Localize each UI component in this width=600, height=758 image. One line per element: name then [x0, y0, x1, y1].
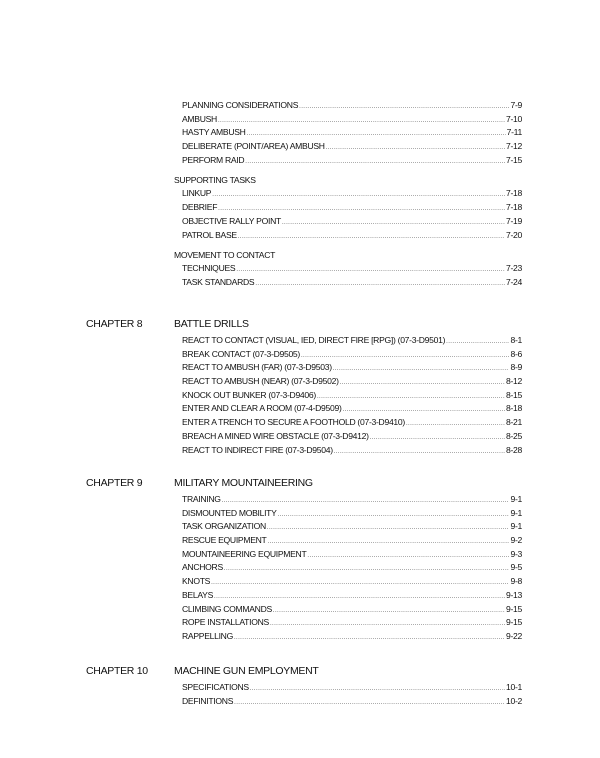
entry-page-number: 9-5: [510, 562, 522, 573]
entry-label: REACT TO CONTACT (VISUAL, IED, DIRECT FIRE [RPG]) (07-3-D9501): [182, 335, 446, 345]
toc-entry[interactable]: [182, 416, 522, 430]
entry-page-number: 7-24: [505, 276, 522, 287]
toc-entry[interactable]: [182, 507, 522, 521]
chapter-heading: [86, 477, 522, 493]
chapter-title: MACHINE GUN EMPLOYMENT: [174, 665, 319, 677]
dot-leader: [270, 618, 505, 632]
entry-label: PATROL BASE: [182, 229, 237, 240]
entry-label: REACT TO AMBUSH (NEAR) (07-3-D9502): [182, 376, 339, 387]
dot-leader: [234, 632, 505, 646]
entry-label: OBJECTIVE RALLY POINT: [182, 215, 281, 226]
entry-label: DISMOUNTED MOBILITY: [182, 507, 277, 518]
dot-leader: [334, 446, 505, 460]
entry-page-number: 8-15: [505, 389, 522, 400]
toc-entry[interactable]: [182, 630, 522, 644]
entry-label: PLANNING CONSIDERATIONS: [182, 100, 299, 110]
toc-entry[interactable]: [182, 603, 522, 617]
entry-page-number: 7-20: [505, 229, 522, 240]
entry-label: TASK STANDARDS: [182, 276, 255, 287]
toc-section: [86, 477, 522, 644]
dot-leader: [446, 336, 509, 350]
toc-entry[interactable]: [182, 229, 522, 243]
entry-page-number: 7-15: [505, 154, 522, 165]
toc-entry[interactable]: [182, 548, 522, 562]
entry-page-number: 7-12: [505, 141, 522, 152]
entry-page-number: 7-11: [506, 127, 522, 138]
entry-page-number: 9-2: [510, 535, 522, 546]
toc-section: [86, 318, 522, 457]
entry-label: MOUNTAINEERING EQUIPMENT: [182, 548, 307, 559]
entry-label: BREAK CONTACT (07-3-D9505): [182, 348, 300, 359]
entry-label: RESCUE EQUIPMENT: [182, 535, 267, 546]
dot-leader: [333, 363, 510, 377]
chapter-number: CHAPTER 10: [86, 665, 148, 677]
toc-entry[interactable]: [182, 534, 522, 548]
dot-leader: [236, 264, 505, 278]
entry-page-number: 9-13: [505, 589, 522, 600]
subsection-heading: SUPPORTING TASKS: [174, 175, 256, 186]
dot-leader: [406, 418, 505, 432]
toc-entry[interactable]: [182, 561, 522, 575]
entry-label: AMBUSH: [182, 113, 217, 124]
entry-page-number: 8-18: [505, 403, 522, 414]
toc-entry[interactable]: [182, 215, 522, 229]
entry-label: BELAYS: [182, 589, 214, 600]
entry-label: DEFINITIONS: [182, 695, 234, 706]
entry-label: CLIMBING COMMANDS: [182, 603, 272, 614]
toc-entry[interactable]: [182, 334, 522, 348]
entry-page-number: 8-25: [505, 430, 522, 441]
toc-entry[interactable]: [182, 444, 522, 458]
dot-leader: [224, 563, 510, 577]
entry-label: KNOTS: [182, 576, 211, 587]
entry-label: HASTY AMBUSH: [182, 127, 246, 138]
entry-page-number: 9-22: [505, 630, 522, 641]
entry-page-number: 7-23: [505, 263, 522, 274]
toc-entry[interactable]: [182, 187, 522, 201]
dot-leader: [370, 432, 505, 446]
entry-page-number: 8-6: [510, 348, 522, 359]
entry-page-number: 10-1: [505, 682, 522, 692]
entry-label: ENTER A TRENCH TO SECURE A FOOTHOLD (07-3-D9410): [182, 417, 405, 428]
dot-leader: [301, 350, 510, 364]
toc-entry[interactable]: [182, 154, 522, 168]
entry-label: TECHNIQUES: [182, 263, 236, 274]
toc-entry[interactable]: [182, 276, 522, 290]
entry-label: TRAINING: [182, 494, 221, 504]
toc-entry[interactable]: [182, 616, 522, 630]
dot-leader: [255, 278, 505, 292]
dot-leader: [250, 683, 505, 697]
entry-page-number: 7-18: [505, 188, 522, 199]
toc-entry[interactable]: [182, 520, 522, 534]
toc-entry[interactable]: [182, 589, 522, 603]
toc-entry[interactable]: [182, 402, 522, 416]
entry-label: REACT TO INDIRECT FIRE (07-3-D9504): [182, 444, 333, 455]
entry-label: ROPE INSTALLATIONS: [182, 617, 269, 628]
entry-page-number: 8-1: [510, 335, 522, 345]
toc-entry[interactable]: [182, 575, 522, 589]
entry-page-number: 7-18: [505, 202, 522, 213]
toc-entry[interactable]: [182, 140, 522, 154]
entry-label: SPECIFICATIONS: [182, 682, 249, 692]
subsection-heading: MOVEMENT TO CONTACT: [174, 250, 276, 261]
entry-label: RAPPELLING: [182, 630, 233, 641]
entry-label: REACT TO AMBUSH (FAR) (07-3-D9503): [182, 362, 332, 373]
entry-page-number: 9-3: [510, 548, 522, 559]
toc-entry[interactable]: [182, 389, 522, 403]
toc-entry[interactable]: [182, 695, 522, 709]
chapter-heading: [86, 665, 522, 681]
dot-leader: [299, 101, 509, 115]
chapter-heading: [86, 318, 522, 334]
entry-page-number: 9-15: [505, 617, 522, 628]
entry-page-number: 7-19: [505, 215, 522, 226]
toc-entry[interactable]: [182, 348, 522, 362]
toc-entry[interactable]: [182, 113, 522, 127]
entry-page-number: 8-9: [510, 362, 522, 373]
entry-label: PERFORM RAID: [182, 154, 245, 165]
entry-page-number: 10-2: [505, 695, 522, 706]
dot-leader: [317, 391, 505, 405]
chapter-number: CHAPTER 9: [86, 477, 143, 489]
entry-label: LINKUP: [182, 188, 212, 199]
toc-entry[interactable]: [182, 375, 522, 389]
dot-leader: [211, 577, 509, 591]
dot-leader: [267, 522, 510, 536]
entry-label: BREACH A MINED WIRE OBSTACLE (07-3-D9412): [182, 430, 369, 441]
toc-entry[interactable]: [182, 430, 522, 444]
entry-label: KNOCK OUT BUNKER (07-3-D9406): [182, 389, 316, 400]
entry-label: DELIBERATE (POINT/AREA) AMBUSH: [182, 141, 325, 152]
dot-leader: [245, 156, 505, 170]
entry-page-number: 9-15: [505, 603, 522, 614]
entry-label: ANCHORS: [182, 562, 223, 573]
toc-section: [86, 665, 522, 708]
dot-leader: [238, 231, 505, 245]
toc-entry[interactable]: [182, 126, 522, 140]
dot-leader: [278, 509, 510, 523]
entry-page-number: 8-28: [505, 444, 522, 455]
toc-section: [86, 99, 522, 290]
entry-page-number: 7-9: [510, 100, 522, 110]
dot-leader: [307, 550, 509, 564]
entry-page-number: 8-21: [505, 417, 522, 428]
dot-leader: [218, 115, 505, 129]
entry-page-number: 9-1: [510, 521, 522, 532]
dot-leader: [234, 697, 505, 711]
dot-leader: [212, 189, 505, 203]
dot-leader: [340, 377, 505, 391]
toc-entry[interactable]: [182, 493, 522, 507]
entry-page-number: 9-1: [510, 507, 522, 518]
entry-page-number: 8-12: [505, 376, 522, 387]
toc-entry[interactable]: [182, 361, 522, 375]
entry-page-number: 9-8: [510, 576, 522, 587]
dot-leader: [326, 142, 505, 156]
toc-entry[interactable]: [182, 262, 522, 276]
chapter-title: MILITARY MOUNTAINEERING: [174, 477, 313, 489]
dot-leader: [273, 605, 505, 619]
entry-label: DEBRIEF: [182, 202, 218, 213]
dot-leader: [282, 217, 505, 231]
entry-label: ENTER AND CLEAR A ROOM (07-4-D9509): [182, 403, 342, 414]
toc-entry[interactable]: [182, 99, 522, 113]
entry-page-number: 7-10: [505, 113, 522, 124]
chapter-number: CHAPTER 8: [86, 318, 143, 330]
entry-label: TASK ORGANIZATION: [182, 521, 266, 532]
chapter-title: BATTLE DRILLS: [174, 318, 249, 330]
toc-entry[interactable]: [182, 681, 522, 695]
entry-page-number: 9-1: [510, 494, 522, 504]
toc-entry[interactable]: [182, 201, 522, 215]
